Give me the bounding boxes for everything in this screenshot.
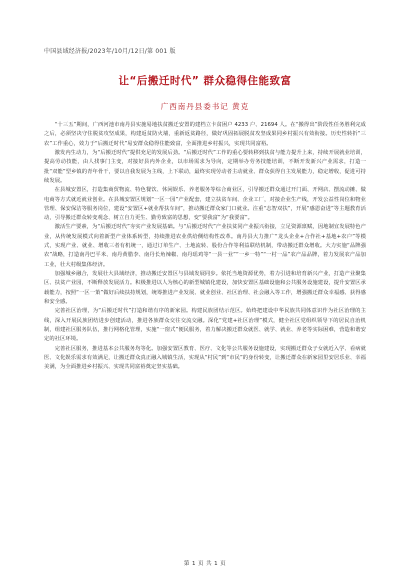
paragraph: 完善社区服务，推进基本公共服务均等化。加强安置区教育、医疗、文化等公共服务设施建设，实现搬迁群众子女就近入学、看病就医、文化娱乐需求有效满足，让搬迁群众真正融入城镇生活，实现从“村民”到“市民”的身份转变，让搬迁群众在新家园里安居乐业、幸福美满，为全面推进乡村振兴、实现共同富裕奠定坚实基础。 xyxy=(44,345,366,371)
paragraph: 激活生产要素，为“后搬迁时代”夯实产业发展基础。与“后搬迁时代”产业扶贫同产业振兴衔接，立足资源禀赋，因地制宜发展特色产业，从传统发展模式向着新型产业体系转型，持续推进农业供给侧结构性改革。南丹县大力推广“龙头企业+合作社+基地+农户”等模式，实现产业、就业、增收三者有机统一，通过订单生产、土地流转、股份合作等利益联结机制，带动搬迁群众增收。大力实施“品牌强农”战略，打造南丹巴平米、南丹黄腊李、南丹长角辣椒、南丹瑶鸡等“一县一业”“一乡一特”“一村一品”农产品品牌，着力发展农产品加工业，壮大村级集体经济。 xyxy=(44,224,366,268)
paragraph: 完善社区治理，为“后搬迁时代”打造和谐有序的新家园。构建民族团结示范区。始终把建设中华民族共同体意识作为社区治理的主线，深入开展民族团结进步创建活动，推进各族群众交往交流交融。深化“党建+社区治理”模式，健全社区党组织领导下的居民自治机制，组建社区服务队伍，推行网格化管理，实施“一窗式”便民服务，着力解决搬迁群众就医、就学、就业、养老等实际困难，营造和谐安定的社区环境。 xyxy=(44,308,366,343)
paragraph: “十三五”期间，广西河池市南丹县实施易地扶贫搬迁安置的建档立卡贫困户 4233 户、21694 人。在“搬得出”阶段性任务胜利完成之后，必须坚决守住脱贫攻坚成果，构建返贫防火墙，重新返贫路径，做好巩固拓展脱贫攻坚成果同乡村振兴有效衔接。历史性转折“三农”工作重心，效力于“后搬迁时代”易安群众稳得住能致富，全面推进乡村振兴，实现共同富裕。 xyxy=(44,122,366,147)
page-footer: 第 1 页 共 1 页 xyxy=(183,561,227,567)
paragraph: 在县城安置区，打造集商贸物流、特色餐饮、休闲娱乐、养老服务等综合商业区，引导搬迁群众通过开门面、开网店、摆流动摊、做电商等方式就近就业创业。在县城安置区规划“一区一园”产业配套，建立扶贫车间、企业工厂，对接企业生产线，开发公益性岗位和物业管理、保安保洁等服务岗位，建设“安置区+就业帮扶车间”，推动搬迁群众家门口就业。注重“志智双扶”，开展“感恩奋进”等主题教育活动，引导搬迁群众转变观念、树立自力更生、勤劳致富的思想，变“要我富”为“我要富”。 xyxy=(44,187,366,222)
article-body xyxy=(44,121,366,372)
paragraph: 加强城乡融合，发展壮大县域经济，推动搬迁安置区与县域发展同步。依托当地资源优势，着力引进和培育新兴产业，打造产业聚集区、扶贫产业园，不断释放发展活力。积极推进以人为核心的新型城镇化建设，加快安置区基础设施和公共服务设施建设，提升安置区承载能力，按照“一区一策”做好后续扶持规划，统筹推进产业发展、就业创业、社区治理、社会融入等工作，增强搬迁群众幸福感、获得感和安全感。 xyxy=(44,271,366,305)
paragraph: 激发内生动力，为“后搬迁时代”提供充足的发展后劲。“后搬迁时代”工作的重心要转移到扶贫与能力提升上来，持续开展就业培训，提高劳动技能，由人找事门主变，对接好县内外企业，以市场需求为导向，定期举办劳务技能培训，不断开发新兴产业需求，打造一批“双能”型乡镇的青年骨干，要以自我发展为主线，上下联动，最终实现劳动者主动就业、群众获得自主发展能力，稳定增收，促进可持续发展。 xyxy=(44,149,366,184)
source-line: 中国县域经济报/2023年/10月/12日/第 001 版 xyxy=(44,48,176,55)
article-title: 让“后搬迁时代” 群众稳得住能致富 xyxy=(118,75,292,87)
article-byline: 广西南丹县委书记 黄克 xyxy=(160,102,250,111)
